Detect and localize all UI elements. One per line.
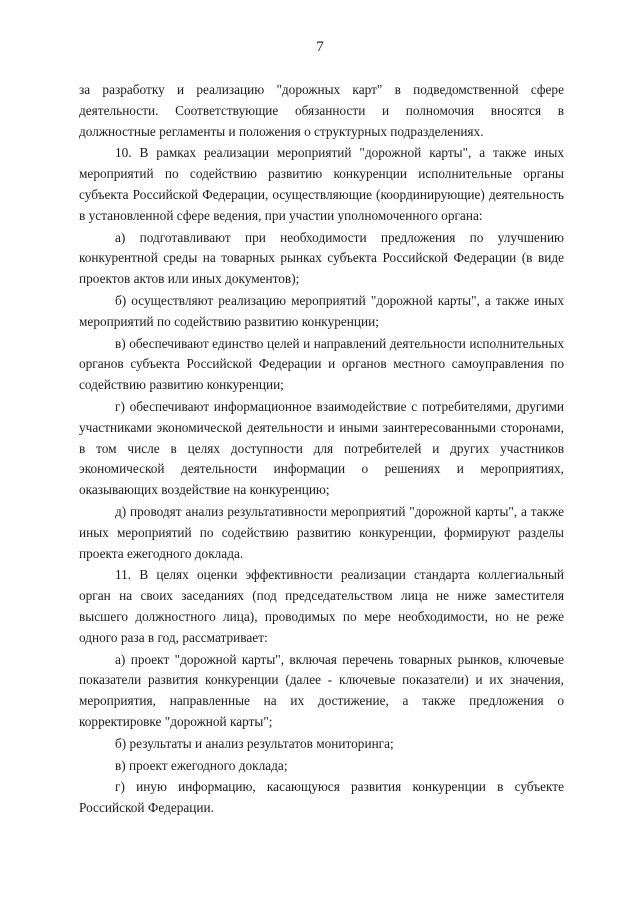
paragraph-10-d: д) проводят анализ результативности мероприятий "дорожной карты", а также иных мероприятий по содействию развитию конкуренции, формируют разделы проекта ежегодного доклада.	[79, 503, 564, 561]
paragraph-item-10: 10. В рамках реализации мероприятий "дорожной карты", а также иных мероприятий по содействию развитию конкуренции исполнительные органы субъекта Российской Федерации, осуществляющие (координирующие) деятельность в установленной сфере ведения, при участии уполномоченного органа:	[79, 145, 564, 223]
paragraph-10-g: г) обеспечивают информационное взаимодействие с потребителями, другими участниками экономической деятельности и иными заинтересованными сторонами, в том числе в целях доступности для потребителей и других участников экономической деятельности информации о решениях и мероприятиях, оказывающих воздействие на конкуренцию;	[79, 398, 564, 498]
paragraph-11-v: в) проект ежегодного доклада;	[115, 757, 288, 773]
paragraph-11-b: б) результаты и анализ результатов мониторинга;	[115, 735, 394, 751]
paragraph-continuation: за разработку и реализацию "дорожных карт" в подведомственной сфере деятельности. Соответствующие обязанности и полномочия вносятся в должностные регламенты и положения о структурных подразделениях.	[79, 82, 564, 139]
paragraph-10-b: б) осуществляют реализацию мероприятий "дорожной карты", а также иных мероприятий по содействию развитию конкуренции;	[79, 292, 564, 329]
page-number: 7	[316, 39, 324, 55]
paragraph-11-a: а) проект "дорожной карты", включая перечень товарных рынков, ключевые показатели развития конкуренции (далее - ключевые показатели) и их значения, мероприятия, направленные на их достижение, а также предложения о корректировке "дорожной карты";	[79, 651, 564, 729]
paragraph-item-11: 11. В целях оценки эффективности реализации стандарта коллегиальный орган на своих заседаниях (под председательством лица не ниже заместителя высшего должностного лица), проводимых по мере необходимости, но не реже одного раза в год, рассматривает:	[79, 567, 564, 645]
paragraph-10-a: а) подготавливают при необходимости предложения по улучшению конкурентной среды на товарных рынках субъекта Российской Федерации (в виде проектов актов или иных документов);	[79, 229, 564, 287]
paragraph-10-v: в) обеспечивают единство целей и направлений деятельности исполнительных органов субъекта Российской Федерации и органов местного самоуправления по содействию развитию конкуренции;	[79, 335, 564, 393]
document-body	[79, 80, 564, 820]
paragraph-11-g: г) иную информацию, касающуюся развития конкуренции в субъекте Российской Федерации.	[79, 779, 564, 816]
